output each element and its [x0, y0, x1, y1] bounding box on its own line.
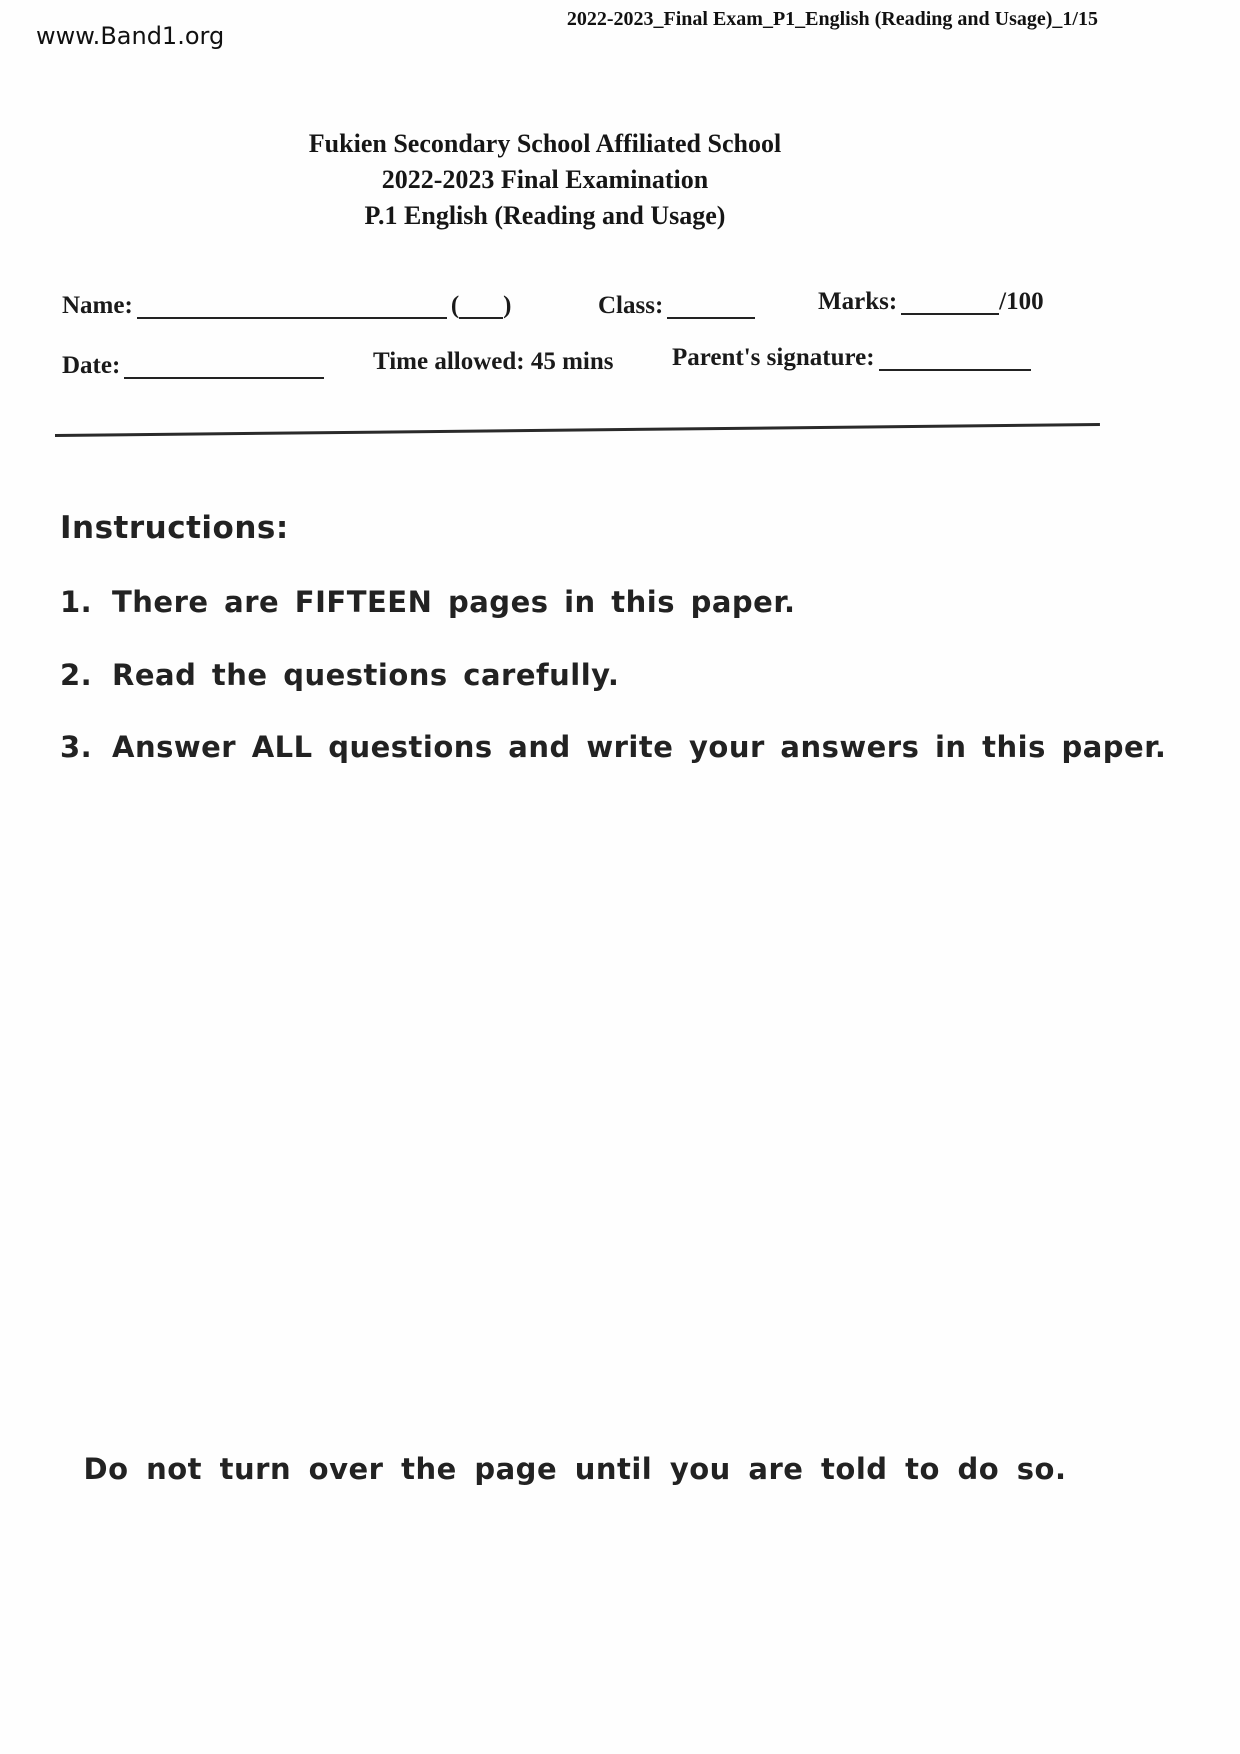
time-allowed-label: Time allowed: 45 mins	[373, 348, 614, 375]
footer-notice: Do not turn over the page until you are told to do so.	[83, 1452, 1067, 1486]
name-field-group	[62, 292, 511, 320]
class-label: Class:	[598, 292, 664, 319]
site-watermark: www.Band1.org	[36, 22, 225, 50]
marks-field-group	[818, 288, 1044, 316]
signature-field-group	[672, 344, 1031, 372]
name-label: Name:	[62, 292, 133, 319]
school-name: Fukien Secondary School Affiliated School	[308, 129, 782, 158]
instruction-text: There are FIFTEEN pages in this paper.	[112, 585, 796, 619]
paper-name: P.1 English (Reading and Usage)	[364, 201, 726, 230]
instruction-text: Read the questions carefully.	[112, 658, 620, 692]
instruction-number: 3.	[60, 730, 93, 764]
section-divider-line	[55, 423, 1100, 437]
date-field-group	[62, 352, 324, 380]
instruction-item	[60, 730, 1166, 764]
name-blank	[137, 301, 447, 319]
instruction-number: 2.	[60, 658, 93, 692]
time-allowed-group	[373, 348, 614, 376]
instruction-item	[60, 658, 619, 692]
document-header-reference: 2022-2023_Final Exam_P1_English (Reading and Usage)_1/15	[566, 8, 1098, 30]
exam-name: 2022-2023 Final Examination	[381, 165, 709, 194]
class-number-blank	[459, 301, 503, 319]
instruction-text: Answer ALL questions and write your answers in this paper.	[112, 730, 1167, 764]
class-number-paren-close: )	[503, 292, 512, 319]
instruction-number: 1.	[60, 585, 93, 619]
marks-blank	[901, 297, 999, 315]
instructions-heading: Instructions:	[60, 510, 289, 546]
title-block	[0, 126, 1090, 234]
marks-label: Marks:	[818, 288, 898, 315]
signature-blank	[879, 353, 1031, 371]
class-field-group	[598, 292, 755, 320]
instruction-item	[60, 585, 796, 619]
date-label: Date:	[62, 352, 121, 379]
signature-label: Parent's signature:	[672, 344, 875, 371]
class-number-paren-open: (	[450, 292, 460, 319]
marks-total: /100	[999, 288, 1044, 315]
class-blank	[667, 301, 755, 319]
date-blank	[124, 361, 324, 379]
